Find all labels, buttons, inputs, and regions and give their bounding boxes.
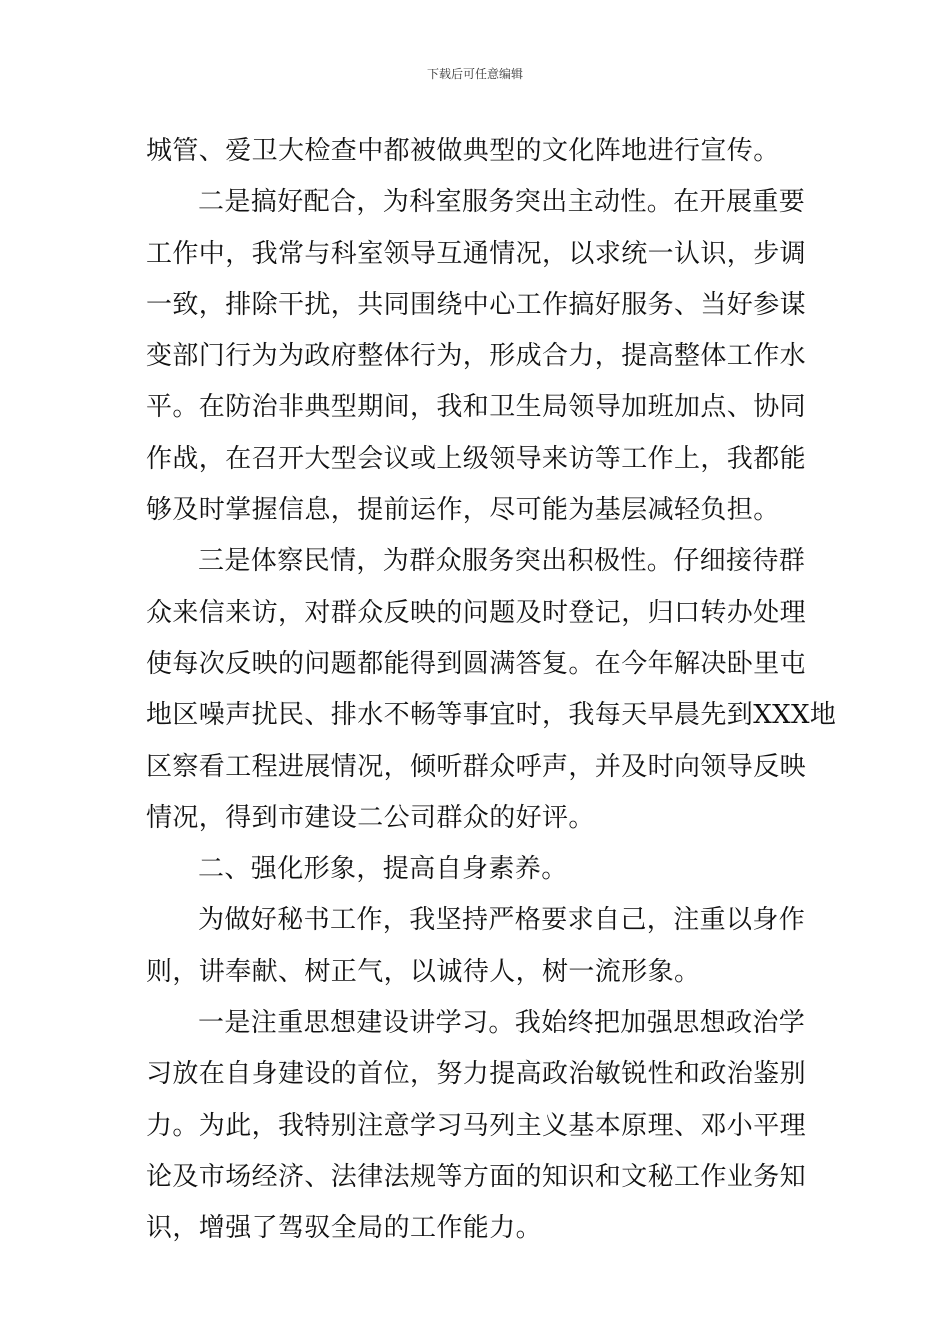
text-line: 作战，在召开大型会议或上级领导来访等工作上，我都能 <box>146 443 807 474</box>
text-line: 论及市场经济、法律法规等方面的知识和文秘工作业务知 <box>146 1161 807 1192</box>
text-line: 情况，得到市建设二公司群众的好评。 <box>146 802 595 833</box>
page-header: 下载后可任意编辑 <box>426 67 523 81</box>
text-line: 区察看工程进展情况，倾听群众呼声，并及时向领导反映 <box>146 751 807 782</box>
document-body <box>146 126 837 1255</box>
text-line: 习放在自身建设的首位，努力提高政治敏锐性和政治鉴别 <box>146 1059 807 1090</box>
text-line: 二是搞好配合，为科室服务突出主动性。在开展重要 <box>198 187 806 218</box>
text-line: 使每次反映的问题都能得到圆满答复。在今年解决卧里屯 <box>146 648 807 679</box>
text-line: 三是体察民情，为群众服务突出积极性。仔细接待群 <box>198 546 806 577</box>
text-line: 力。为此，我特别注意学习马列主义基本原理、邓小平理 <box>146 1110 807 1141</box>
text-line: 工作中，我常与科室领导互通情况，以求统一认识，步调 <box>146 238 807 269</box>
section-heading: 二、强化形象，提高自身素养。 <box>198 854 568 885</box>
text-line: 变部门行为为政府整体行为，形成合力，提高整体工作水 <box>146 341 807 372</box>
text-line: 一是注重思想建设讲学习。我始终把加强思想政治学 <box>198 1008 806 1039</box>
text-line: 识，增强了驾驭全局的工作能力。 <box>146 1213 543 1244</box>
text-line: 众来信来访，对群众反映的问题及时登记，归口转办处理 <box>146 597 807 628</box>
text-line: 一致，排除干扰，共同围绕中心工作搞好服务、当好参谋 <box>146 289 807 320</box>
text-line: 够及时掌握信息，提前运作，尽可能为基层减轻负担。 <box>146 495 780 526</box>
text-line: 地区噪声扰民、排水不畅等事宜时，我每天早晨先到XXX地 <box>146 700 837 731</box>
text-line: 则，讲奉献、树正气，以诚待人，树一流形象。 <box>146 956 701 987</box>
text-line: 平。在防治非典型期间，我和卫生局领导加班加点、协同 <box>146 392 807 423</box>
text-line: 城管、爱卫大检查中都被做典型的文化阵地进行宣传。 <box>146 136 780 166</box>
text-line: 为做好秘书工作，我坚持严格要求自己，注重以身作 <box>198 905 806 936</box>
